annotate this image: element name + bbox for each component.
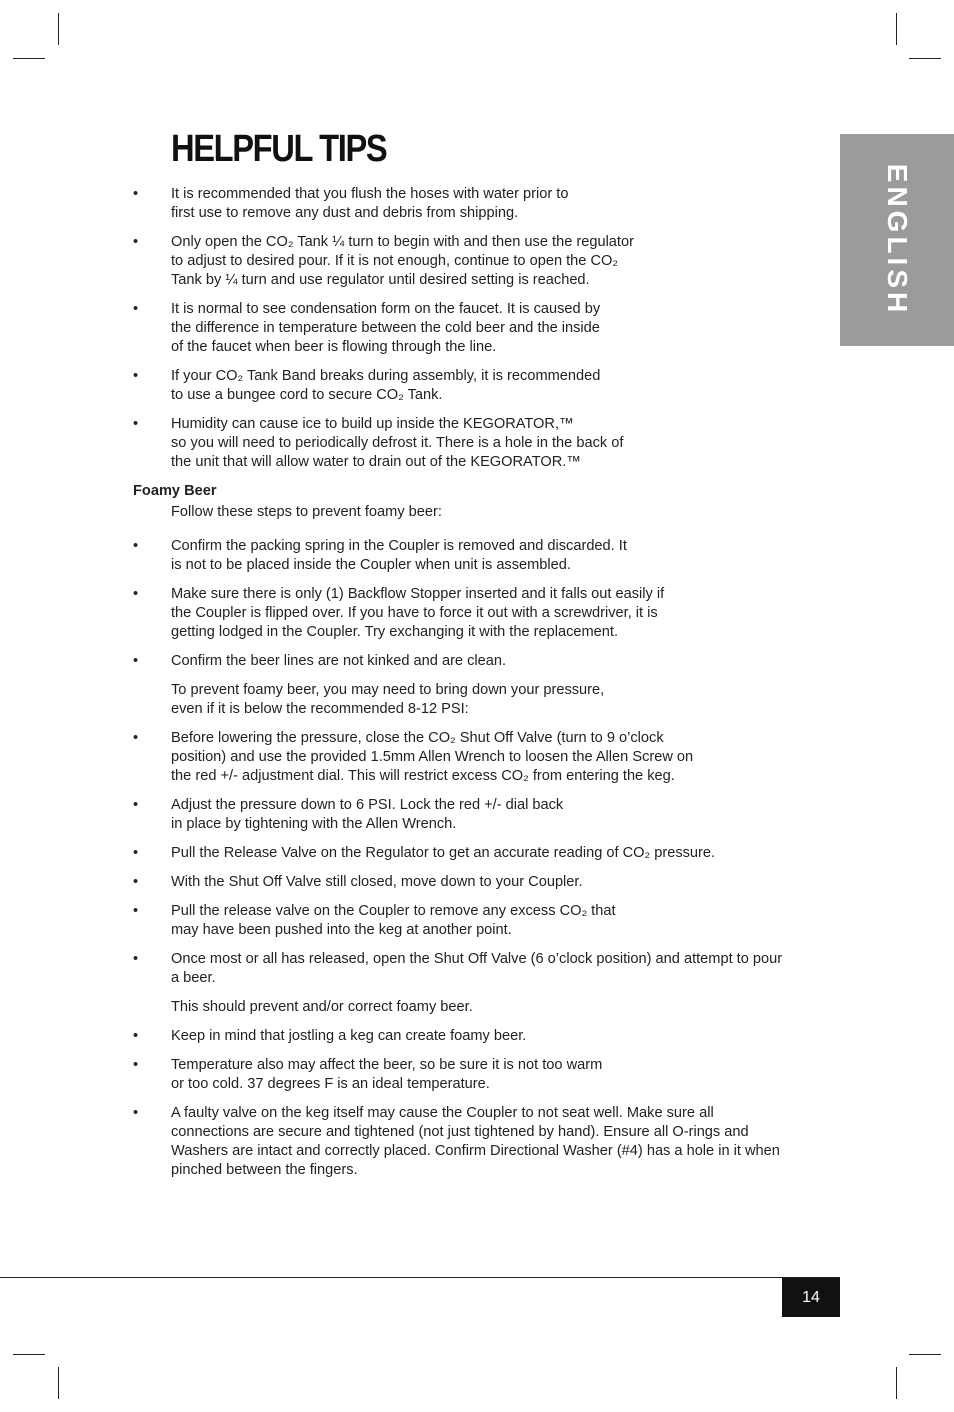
section-heading-foamy-beer: Foamy Beer	[133, 483, 217, 499]
bullet-line: in place by tightening with the Allen Wrench.	[171, 816, 457, 832]
bullet-line: Keep in mind that jostling a keg can create foamy beer.	[171, 1028, 527, 1044]
bullet-line: pinched between the fingers.	[171, 1162, 358, 1178]
bullet-line: With the Shut Off Valve still closed, move down to your Coupler.	[171, 874, 583, 890]
bullet-icon: •	[133, 538, 139, 554]
bullet-line: or too cold. 37 degrees F is an ideal temperature.	[171, 1076, 490, 1092]
bullet-line: Temperature also may affect the beer, so be sure it is not too warm	[171, 1057, 603, 1073]
bullet-line: is not to be placed inside the Coupler when unit is assembled.	[171, 557, 571, 573]
bullet-line: Tank by ¼ turn and use regulator until desired setting is reached.	[171, 272, 590, 288]
bullet-icon: •	[133, 301, 139, 317]
crop-mark	[13, 1354, 45, 1355]
bullet-item	[130, 1104, 830, 1180]
foamy-intro	[130, 503, 830, 522]
bullet-line: Pull the Release Valve on the Regulator to get an accurate reading of CO₂ pressure.	[171, 845, 716, 861]
bullet-item	[130, 585, 830, 642]
bullet-item	[130, 537, 830, 575]
prevent-note-text: This should prevent and/or correct foamy beer.	[171, 999, 473, 1015]
bullet-line: Once most or all has released, open the Shut Off Valve (6 o’clock position) and attempt to pour	[171, 951, 783, 967]
bullet-item	[130, 300, 830, 357]
foamy-steps-c	[130, 1027, 830, 1180]
footer-rule	[0, 1277, 840, 1278]
bullet-line: connections are secure and tightened (not just tightened by hand). Ensure all O-rings and	[171, 1124, 749, 1140]
bullet-line: A faulty valve on the keg itself may cause the Coupler to not seat well. Make sure all	[171, 1105, 714, 1121]
crop-mark	[896, 1367, 897, 1399]
bullet-item	[130, 652, 830, 671]
bullet-icon: •	[133, 874, 139, 890]
bullet-line: of the faucet when beer is flowing through the line.	[171, 339, 497, 355]
tips-list	[130, 185, 830, 472]
bullet-item	[130, 233, 830, 290]
crop-mark	[58, 13, 59, 45]
crop-mark	[909, 58, 941, 59]
bullet-line: first use to remove any dust and debris from shipping.	[171, 205, 519, 221]
crop-mark	[13, 58, 45, 59]
bullet-line: Adjust the pressure down to 6 PSI. Lock the red +/- dial back	[171, 797, 564, 813]
bullet-icon: •	[133, 951, 139, 967]
foamy-steps-b	[130, 729, 830, 988]
bullet-line: the difference in temperature between the cold beer and the inside	[171, 320, 600, 336]
language-tab-label: ENGLISH	[882, 163, 913, 317]
bullet-line: Before lowering the pressure, close the CO₂ Shut Off Valve (turn to 9 o’clock	[171, 730, 664, 746]
crop-mark	[58, 1367, 59, 1399]
page-number: 14	[782, 1278, 840, 1317]
bullet-line: the Coupler is flipped over. If you have to force it out with a screwdriver, it is	[171, 605, 658, 621]
pressure-note-line: even if it is below the recommended 8-12 PSI:	[171, 701, 469, 717]
bullet-line: the red +/- adjustment dial. This will restrict excess CO₂ from entering the keg.	[171, 768, 675, 784]
bullet-line: a beer.	[171, 970, 216, 986]
tips-body	[130, 185, 830, 1190]
bullet-line: Confirm the beer lines are not kinked and are clean.	[171, 653, 507, 669]
bullet-line: Make sure there is only (1) Backflow Stopper inserted and it falls out easily if	[171, 586, 665, 602]
bullet-line: Pull the release valve on the Coupler to remove any excess CO₂ that	[171, 903, 616, 919]
bullet-icon: •	[133, 368, 139, 384]
bullet-icon: •	[133, 1028, 139, 1044]
bullet-item	[130, 950, 830, 988]
bullet-line: to use a bungee cord to secure CO₂ Tank.	[171, 387, 443, 403]
bullet-icon: •	[133, 903, 139, 919]
bullet-icon: •	[133, 845, 139, 861]
bullet-item	[130, 902, 830, 940]
bullet-icon: •	[133, 586, 139, 602]
bullet-icon: •	[133, 797, 139, 813]
bullet-line: so you will need to periodically defrost it. There is a hole in the back of	[171, 435, 624, 451]
crop-mark	[909, 1354, 941, 1355]
bullet-line: position) and use the provided 1.5mm Allen Wrench to loosen the Allen Screw on	[171, 749, 694, 765]
bullet-item	[130, 367, 830, 405]
bullet-line: It is recommended that you flush the hoses with water prior to	[171, 186, 569, 202]
language-tab	[840, 134, 954, 346]
bullet-line: Humidity can cause ice to build up inside the KEGORATOR,™	[171, 416, 574, 432]
bullet-item	[130, 415, 830, 472]
bullet-icon: •	[133, 234, 139, 250]
bullet-line: may have been pushed into the keg at another point.	[171, 922, 512, 938]
bullet-item	[130, 729, 830, 786]
bullet-line: to adjust to desired pour. If it is not enough, continue to open the CO₂	[171, 253, 619, 269]
bullet-item	[130, 1027, 830, 1046]
bullet-item	[130, 844, 830, 863]
bullet-icon: •	[133, 416, 139, 432]
bullet-line: Only open the CO₂ Tank ¼ turn to begin with and then use the regulator	[171, 234, 634, 250]
bullet-icon: •	[133, 1057, 139, 1073]
pressure-note	[130, 681, 830, 719]
bullet-line: If your CO₂ Tank Band breaks during assembly, it is recommended	[171, 368, 601, 384]
bullet-icon: •	[133, 730, 139, 746]
bullet-icon: •	[133, 1105, 139, 1121]
bullet-line: Confirm the packing spring in the Coupler is removed and discarded. It	[171, 538, 627, 554]
bullet-line: getting lodged in the Coupler. Try exchanging it with the replacement.	[171, 624, 619, 640]
bullet-line: It is normal to see condensation form on the faucet. It is caused by	[171, 301, 601, 317]
foamy-steps-a	[130, 537, 830, 671]
bullet-line: the unit that will allow water to drain out of the KEGORATOR.™	[171, 454, 581, 470]
bullet-item	[130, 185, 830, 223]
bullet-icon: •	[133, 653, 139, 669]
pressure-note-line: To prevent foamy beer, you may need to bring down your pressure,	[171, 682, 605, 698]
prevent-note	[130, 998, 830, 1017]
foamy-intro-text: Follow these steps to prevent foamy beer:	[171, 504, 442, 520]
page-title: HELPFUL TIPS	[171, 128, 387, 170]
bullet-item	[130, 873, 830, 892]
bullet-icon: •	[133, 186, 139, 202]
crop-mark	[896, 13, 897, 45]
bullet-item	[130, 1056, 830, 1094]
bullet-item	[130, 796, 830, 834]
bullet-line: Washers are intact and correctly placed. Confirm Directional Washer (#4) has a hole in it when	[171, 1143, 780, 1159]
